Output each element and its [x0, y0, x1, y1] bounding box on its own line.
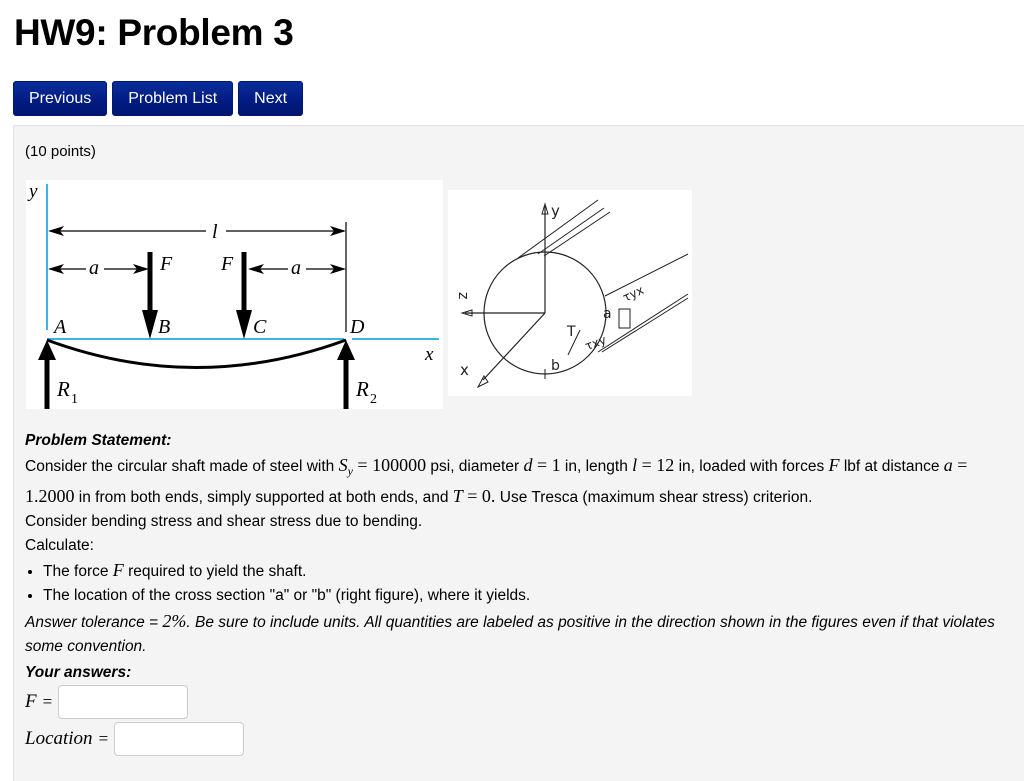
- page-title: HW9: Problem 3: [14, 12, 294, 53]
- answer-input-location[interactable]: [114, 722, 244, 756]
- svg-text:1: 1: [71, 392, 78, 407]
- problem-list-button[interactable]: Problem List: [112, 81, 233, 116]
- statement-heading: Problem Statement:: [25, 432, 172, 449]
- problem-nav: [13, 81, 303, 116]
- svg-text:R: R: [57, 377, 70, 401]
- svg-text:l: l: [212, 221, 218, 243]
- answers-section: [25, 664, 244, 756]
- svg-text:y: y: [551, 202, 560, 220]
- svg-text:2: 2: [370, 392, 377, 407]
- svg-text:C: C: [253, 316, 267, 338]
- svg-text:F: F: [221, 253, 234, 275]
- svg-text:T: T: [567, 324, 576, 340]
- svg-text:x: x: [425, 344, 434, 365]
- svg-text:a: a: [89, 257, 99, 279]
- svg-text:A: A: [54, 316, 67, 338]
- svg-text:τxy: τxy: [583, 332, 609, 354]
- previous-button[interactable]: Previous: [13, 81, 107, 116]
- next-button[interactable]: Next: [238, 81, 303, 116]
- answer-label-F: F: [25, 691, 37, 712]
- svg-text:z: z: [455, 292, 471, 300]
- answer-row-F: F =: [25, 685, 244, 719]
- task-item: • The force F required to yield the shaft.: [43, 558, 1020, 584]
- svg-text:D: D: [350, 316, 365, 338]
- svg-text:a: a: [603, 306, 612, 322]
- svg-text:τyx: τyx: [620, 282, 646, 305]
- task-item: • The location of the cross section "a" or "b" (right figure), where it yields.: [43, 584, 1020, 608]
- tolerance-note: Answer tolerance = 2%. Be sure to include units. All quantities are labeled as positive in the direction shown in the figures even if that violates some convention.: [25, 610, 995, 655]
- answers-heading: Your answers:: [25, 664, 132, 681]
- beam-diagram: [26, 180, 443, 409]
- answer-label-location: Location: [25, 728, 93, 749]
- answer-input-F[interactable]: [58, 685, 188, 719]
- svg-text:y: y: [29, 181, 38, 202]
- points-label: (10 points): [25, 143, 96, 160]
- svg-text:B: B: [158, 316, 171, 338]
- problem-statement: [25, 429, 1020, 659]
- statement-line2: Consider bending stress and shear stress due to bending.: [25, 512, 423, 530]
- statement-body: Consider the circular shaft made of steel with $S_y = 100000$ psi, diameter d = 1 in, length l = 12 in, loaded with forces F lbf at distance a = 1.2000 in from both ends, simply supported at both ends, and T = 0. Use Tresca (maximum shear stress) criterion.: [25, 455, 968, 506]
- task-list: [25, 558, 1020, 608]
- svg-text:a: a: [291, 257, 301, 279]
- cross-section-sketch: [448, 190, 692, 396]
- svg-text:x: x: [460, 361, 469, 379]
- svg-text:R: R: [356, 377, 369, 401]
- answer-row-location: Location =: [25, 722, 244, 756]
- svg-text:F: F: [160, 253, 173, 275]
- svg-text:b: b: [551, 358, 560, 374]
- calculate-label: Calculate:: [25, 536, 94, 554]
- problem-panel: [13, 125, 1024, 781]
